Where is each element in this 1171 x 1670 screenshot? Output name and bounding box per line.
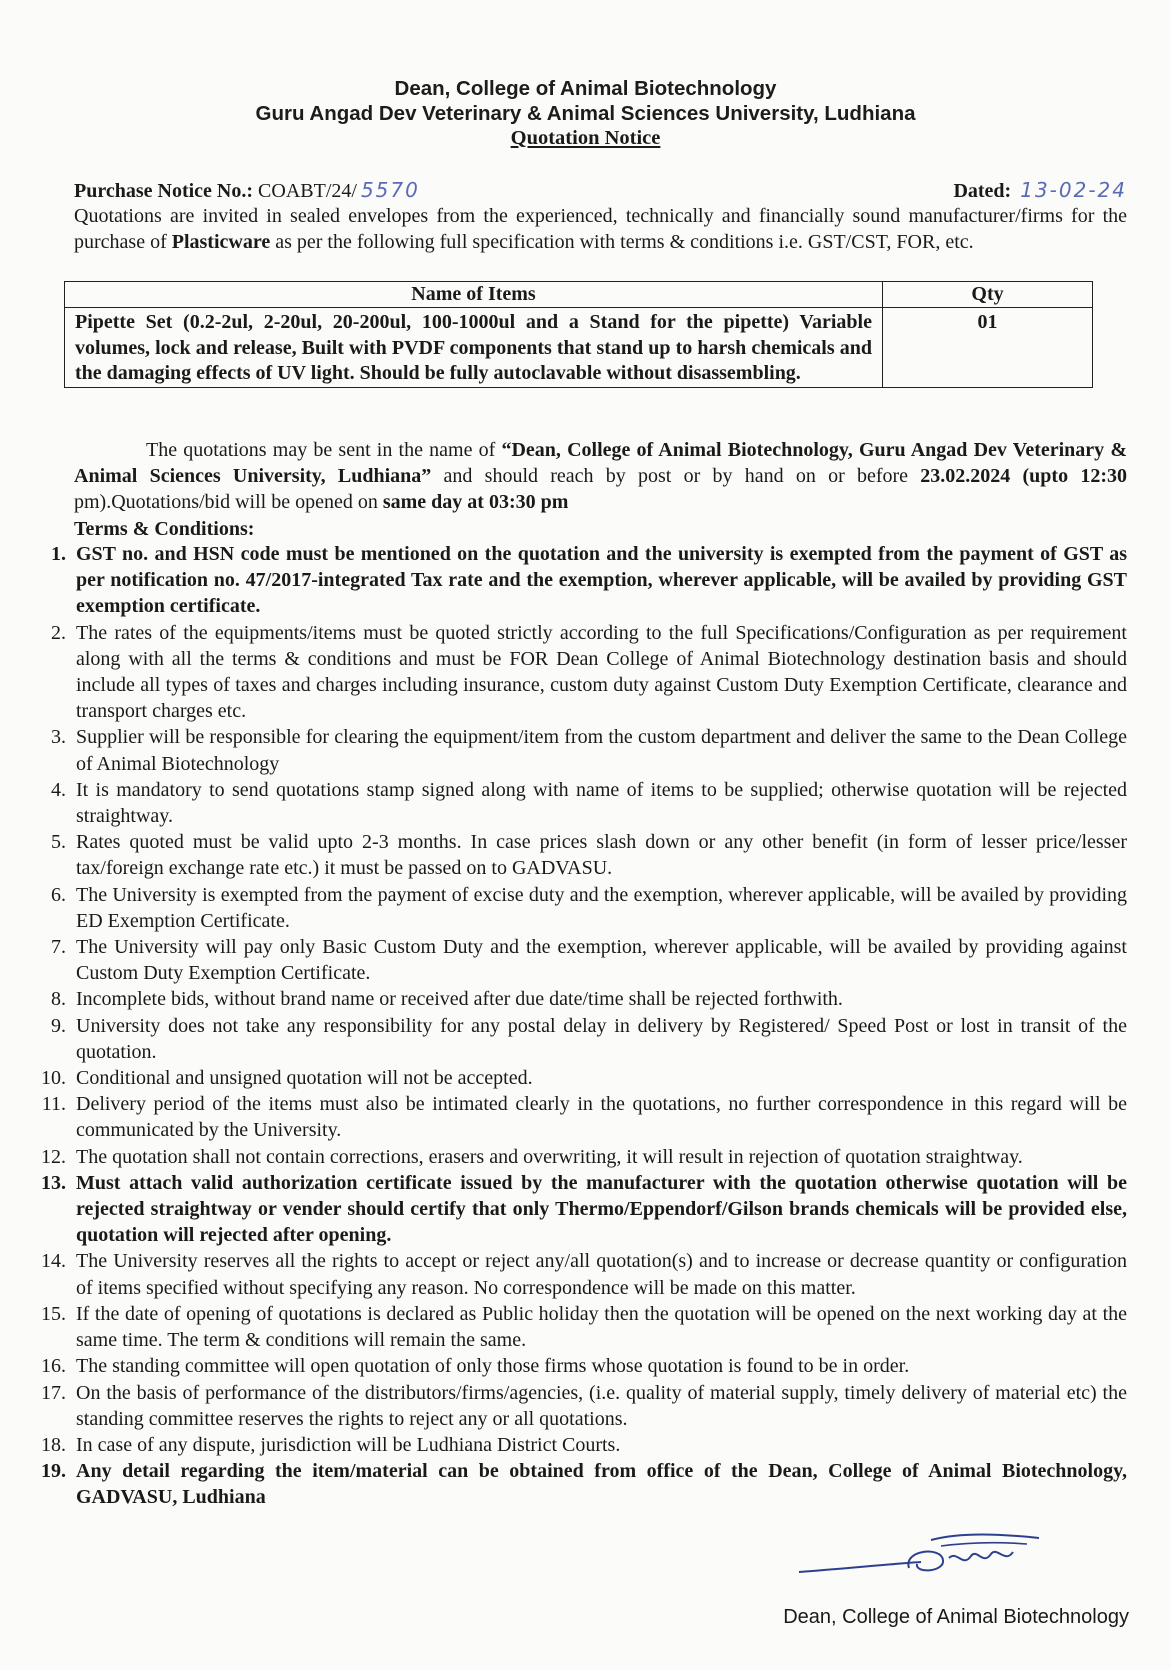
term-number: 16. — [41, 1355, 66, 1378]
term-number: 14. — [41, 1250, 66, 1273]
term-number: 18. — [41, 1433, 66, 1456]
opening-time: same day at 03:30 pm — [382, 491, 569, 513]
intro-text-2: as per the following full specification with terms & conditions i.e. GST/CST, FOR, etc. — [270, 230, 974, 253]
term-number: 6. — [51, 883, 66, 906]
term-number: 13. — [41, 1171, 66, 1194]
handwritten-date: 13-02-24 — [1020, 178, 1127, 202]
term-item — [0, 541, 1127, 620]
header-university-name: Guru Angad Dev Veterinary & Animal Sciences University, Ludhiana — [255, 102, 916, 125]
term-text: If the date of opening of quotations is declared as Public holiday then the quotation will be opened on the next working day at the same time. The term & conditions will remain the same. — [76, 1302, 1127, 1352]
term-item — [0, 1091, 1127, 1143]
submission-paragraph — [74, 437, 1127, 515]
term-item — [0, 829, 1127, 881]
term-text: Rates quoted must be valid upto 2-3 months. In case prices slash down or any other benefit (in form of lesser price/lesser tax/foreign exchange rate etc.) it must be passed on to GADVASU. — [76, 831, 1127, 880]
term-text: Supplier will be responsible for clearing the equipment/item from the custom department and deliver the same to the Dean College of Animal Biotechnology — [76, 726, 1127, 775]
term-number: 15. — [41, 1302, 66, 1325]
term-number: 17. — [41, 1381, 66, 1404]
term-text: Delivery period of the items must also be intimated clearly in the quotations, no further correspondence in this regard will be communicated by the University. — [76, 1093, 1127, 1142]
term-text: Must attach valid authorization certificate issued by the manufacturer with the quotation otherwise quotation will be rejected straightway or vender should certify that only Thermo/Eppendorf/Gilson brands chemicals will be provided else, quotation will rejected after opening. — [76, 1171, 1127, 1247]
column-header-name: Name of Items — [65, 282, 883, 308]
term-number: 4. — [51, 778, 66, 801]
term-item — [0, 1144, 1127, 1170]
term-text: The quotation shall not contain corrections, erasers and overwriting, it will result in rejection of quotation straightway. — [76, 1145, 1023, 1168]
signatory-caption: Dean, College of Animal Biotechnology — [783, 1606, 1129, 1628]
term-number: 11. — [41, 1093, 66, 1116]
term-text: GST no. and HSN code must be mentioned on the quotation and the university is exempted from the payment of GST as per notification no. 47/2017-integrated Tax rate and the exemption, wherever applicable, will be availed by providing GST exemption certificate. — [76, 543, 1127, 618]
term-item — [0, 1013, 1127, 1065]
term-text: The University reserves all the rights to accept or reject any/all quotation(s) and to increase or decrease quantity or configuration of items specified without specifying any reason. No correspondence will be made on this matter. — [76, 1250, 1127, 1299]
terms-heading: Terms & Conditions: — [74, 518, 255, 540]
term-item — [0, 1065, 1127, 1091]
term-text: On the basis of performance of the distributors/firms/agencies, (i.e. quality of material supply, timely delivery of material etc) the standing committee reserves the rights to reject any or all quotations. — [76, 1381, 1127, 1430]
term-number: 2. — [51, 621, 66, 644]
term-item — [0, 1380, 1127, 1432]
signature-image — [791, 1528, 1051, 1588]
term-number: 3. — [51, 726, 66, 749]
term-text: Incomplete bids, without brand name or received after due date/time shall be rejected forthwith. — [76, 988, 843, 1011]
items-table — [64, 281, 1093, 388]
intro-text-1: Quotations are invited in sealed envelopes from the experienced, technically and financially sound manufacturer/firms for the purchase of — [74, 205, 1127, 253]
item-qty-cell: 01 — [883, 308, 1093, 388]
term-text: University does not take any responsibility for any postal delay in delivery by Registered/ Speed Post or lost in transit of the quotation. — [76, 1014, 1127, 1063]
page-title: Quotation Notice — [510, 127, 661, 149]
notice-number-label: Purchase Notice No.: — [74, 180, 254, 202]
term-text: The University will pay only Basic Custom Duty and the exemption, wherever applicable, will be availed by providing against Custom Duty Exemption Certificate. — [76, 936, 1127, 985]
para-text-2: and should reach by post or by hand on or before — [431, 465, 921, 487]
term-item — [0, 1432, 1127, 1458]
para-text-3: pm).Quotations/bid will be opened on — [74, 491, 383, 513]
term-text: It is mandatory to send quotations stamp signed along with name of items to be supplied; otherwise quotation will be rejected straightway. — [76, 778, 1127, 828]
term-number: 19. — [41, 1460, 66, 1483]
term-text: The rates of the equipments/items must be quoted strictly according to the full Specifications/Configuration as per requirement along with all the terms & conditions and must be FOR Dean College of Animal Biotechnology destination basis and should include all types of taxes and charges including insurance, custom duty against Custom Duty Exemption Certificate, clearance and transport charges etc. — [76, 621, 1127, 723]
item-name-cell: Pipette Set (0.2-2ul, 2-20ul, 20-200ul, 100-1000ul and a Stand for the pipette) Variable volumes, lock and release, Built with PVDF components that stand up to harsh chemicals and the damaging effects of UV light. Should be fully autoclavable without disassembling. — [65, 308, 883, 388]
term-item — [0, 1301, 1127, 1353]
term-item — [0, 1170, 1127, 1249]
term-number: 8. — [51, 988, 66, 1011]
term-item — [0, 934, 1127, 986]
term-item — [0, 882, 1127, 934]
term-text: In case of any dispute, jurisdiction will be Ludhiana District Courts. — [76, 1433, 621, 1456]
header-dean-title: Dean, College of Animal Biotechnology — [394, 77, 777, 100]
notice-date — [953, 178, 1127, 203]
term-number: 10. — [41, 1067, 66, 1090]
dated-label: Dated: — [953, 180, 1012, 202]
term-text: Conditional and unsigned quotation will not be accepted. — [76, 1067, 533, 1090]
term-item — [0, 1353, 1127, 1379]
term-item — [0, 777, 1127, 829]
term-item — [0, 986, 1127, 1012]
notice-number-value: COABT/24/ — [258, 180, 357, 202]
term-number: 12. — [41, 1145, 66, 1168]
table-header-row — [65, 282, 1093, 308]
term-text: The University is exempted from the payment of excise duty and the exemption, wherever applicable, will be availed by providing ED Exemption Certificate. — [76, 883, 1127, 932]
term-text: Any detail regarding the item/material can be obtained from office of the Dean, College of Animal Biotechnology, GADVASU, Ludhiana — [76, 1460, 1127, 1509]
term-number: 7. — [51, 936, 66, 959]
purchase-notice-number — [74, 178, 420, 203]
handwritten-notice-number: 5570 — [360, 178, 420, 202]
column-header-qty: Qty — [883, 282, 1093, 308]
term-item — [0, 620, 1127, 725]
deadline-date: 23.02.2024 (upto 12:30 — [920, 465, 1127, 487]
table-row — [65, 308, 1093, 388]
addressee: “Dean, College of Animal Biotechnology, Guru Angad Dev Veterinary & Animal Sciences University, Ludhiana” — [74, 439, 1127, 487]
term-item — [0, 1248, 1127, 1300]
term-number: 1. — [51, 543, 66, 565]
letterhead — [0, 76, 1171, 151]
intro-paragraph — [74, 204, 1127, 255]
term-item — [0, 1458, 1127, 1510]
term-item — [0, 724, 1127, 776]
intro-item-category: Plasticware — [171, 230, 271, 253]
term-text: The standing committee will open quotation of only those firms whose quotation is found to be in order. — [76, 1355, 910, 1378]
term-number: 5. — [51, 831, 66, 854]
terms-list — [0, 541, 1127, 1511]
term-number: 9. — [51, 1014, 66, 1037]
notice-number-row — [74, 178, 1127, 206]
para-text-1: The quotations may be sent in the name of — [146, 439, 502, 461]
